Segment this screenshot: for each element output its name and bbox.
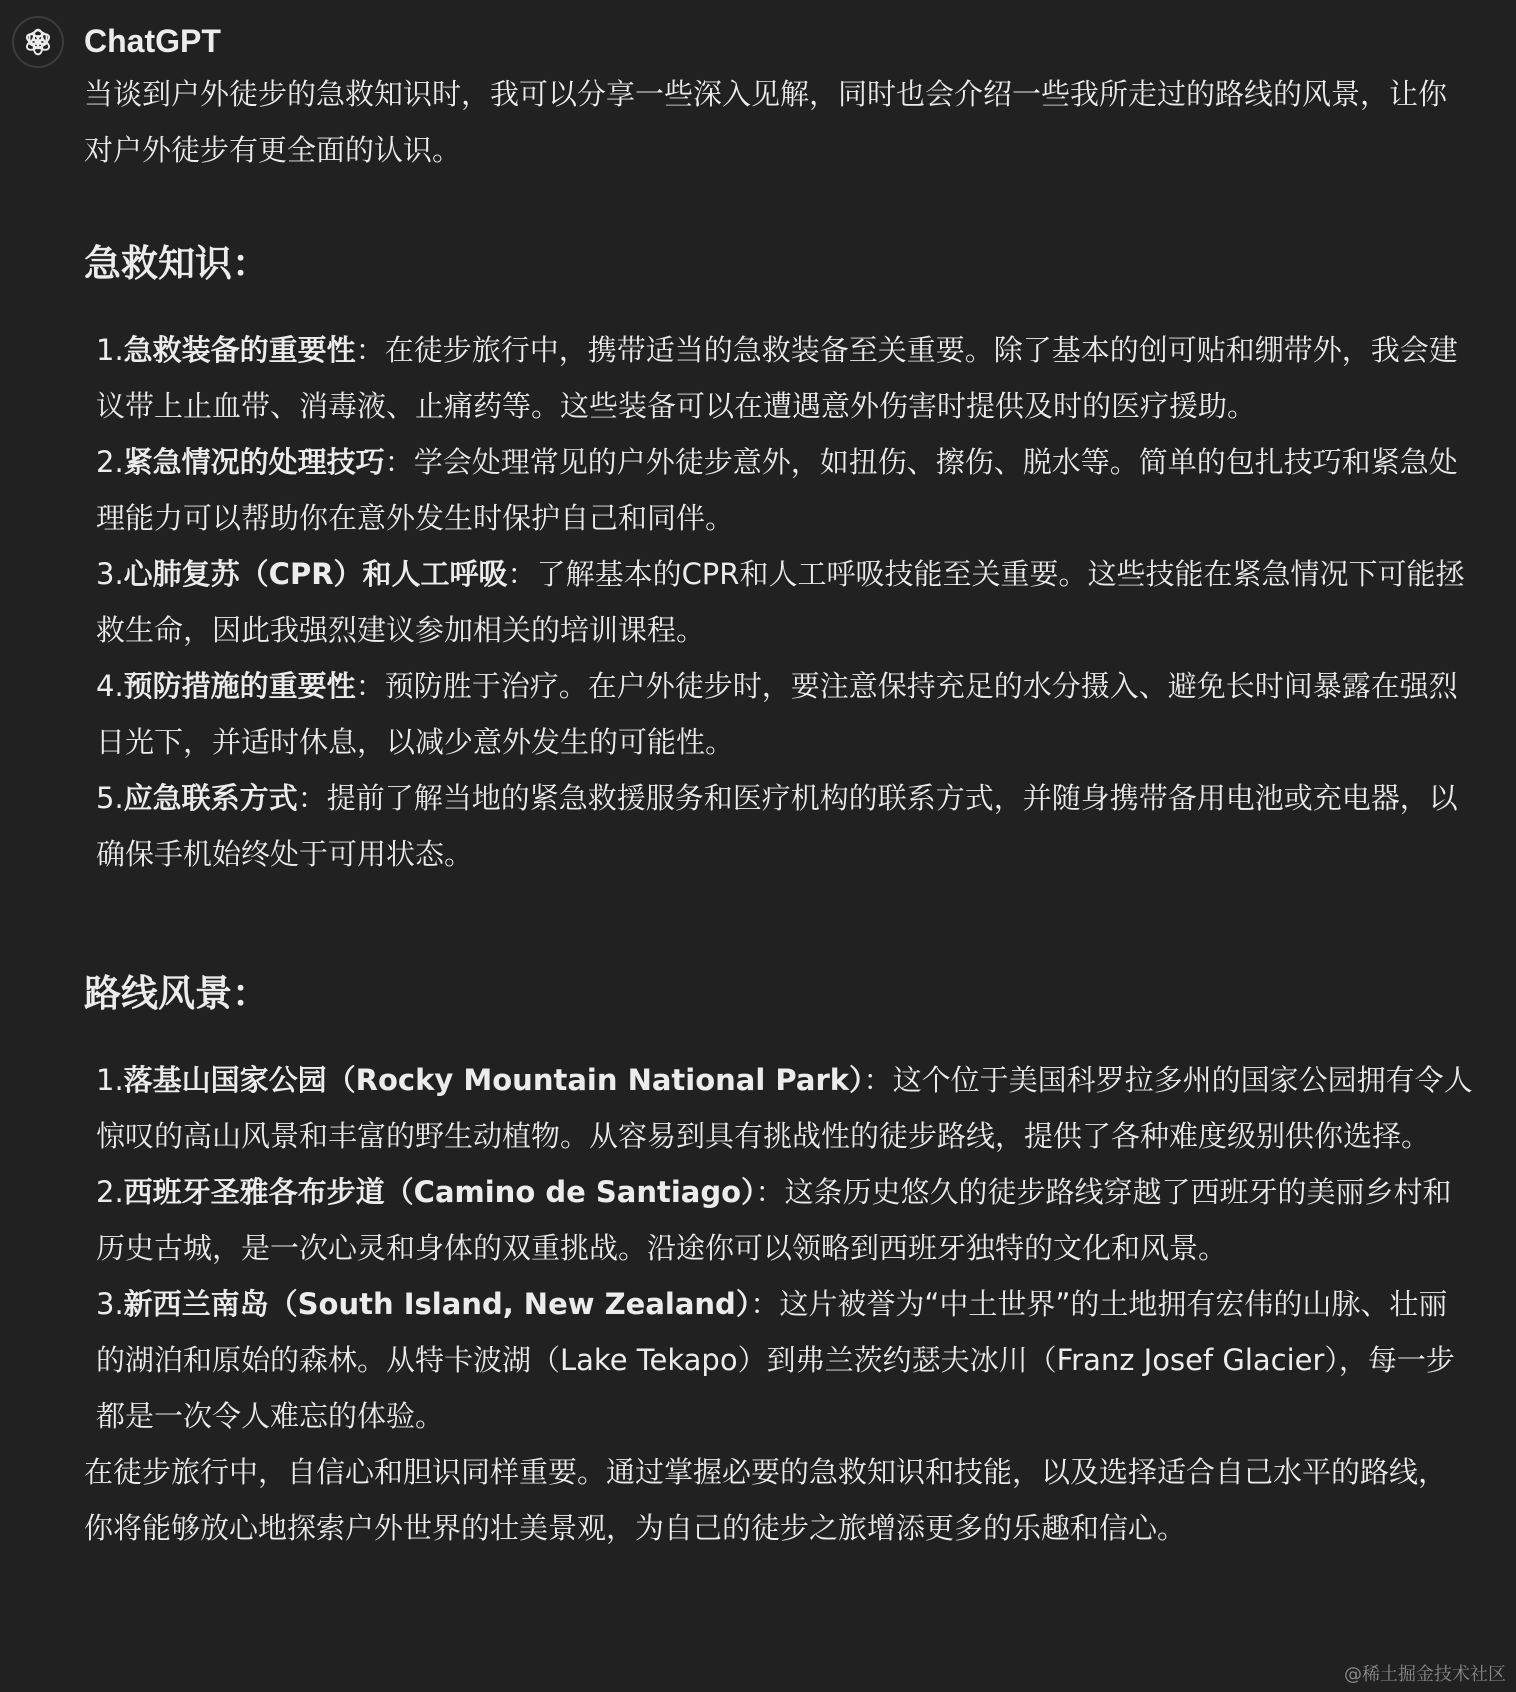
list-item-number: 2.	[96, 1175, 124, 1209]
list-item-number: 4.	[96, 669, 124, 703]
list-item-separator: ：	[750, 1287, 780, 1321]
list-item-title: 急救装备的重要性	[123, 333, 356, 367]
list-item	[96, 546, 1474, 658]
list-item-separator: ：	[355, 333, 385, 367]
list-item	[96, 322, 1474, 434]
list-item-number: 2.	[96, 445, 124, 479]
openai-logo-icon	[21, 25, 55, 59]
first-aid-list	[84, 322, 1474, 882]
list-item-title: 心肺复苏（CPR）和人工呼吸	[123, 557, 508, 591]
closing-paragraph: 在徒步旅行中，自信心和胆识同样重要。通过掌握必要的急救知识和技能，以及选择适合自己水平的路线，你将能够放心地探索户外世界的壮美景观，为自己的徒步之旅增添更多的乐趣和信心。	[84, 1455, 1448, 1545]
intro-paragraph: 当谈到户外徒步的急救知识时，我可以分享一些深入见解，同时也会介绍一些我所走过的路线的风景，让你对户外徒步有更全面的认识。	[84, 77, 1448, 167]
list-item	[96, 770, 1474, 882]
list-item-separator: ：	[863, 1063, 893, 1097]
list-item-title: 新西兰南岛（South Island, New Zealand）	[123, 1287, 751, 1321]
list-item-number: 3.	[96, 1287, 124, 1321]
list-item-number: 1.	[96, 333, 124, 367]
watermark: @稀土掘金技术社区	[1344, 1664, 1506, 1685]
list-item-number: 1.	[96, 1063, 124, 1097]
list-item-text: 了解基本的CPR和人工呼吸技能至关重要。这些技能在紧急情况下可能拯救生命，因此我强烈建议参加相关的培训课程。	[96, 557, 1465, 647]
section-title-first-aid: 急救知识：	[84, 242, 269, 285]
list-item-title: 预防措施的重要性	[123, 669, 356, 703]
list-item-separator: ：	[755, 1175, 785, 1209]
list-item-separator: ：	[355, 669, 385, 703]
list-item-number: 3.	[96, 557, 124, 591]
section-title-routes: 路线风景：	[84, 972, 269, 1015]
list-item-text: 学会处理常见的户外徒步意外，如扭伤、擦伤、脱水等。简单的包扎技巧和紧急处理能力可以帮助你在意外发生时保护自己和同伴。	[96, 445, 1458, 535]
list-item	[96, 658, 1474, 770]
list-item-separator: ：	[384, 445, 414, 479]
list-item	[96, 1052, 1474, 1164]
list-item-title: 应急联系方式	[123, 781, 298, 815]
list-item	[96, 434, 1474, 546]
list-item-text: 这片被誉为“中土世界”的土地拥有宏伟的山脉、壮丽的湖泊和原始的森林。从特卡波湖（Lake Tekapo）到弗兰茨约瑟夫冰川（Franz Josef Glacier），每一步都是一次令人难忘的体验。	[96, 1287, 1455, 1433]
sender-name: ChatGPT	[84, 23, 221, 59]
list-item-text: 预防胜于治疗。在户外徒步时，要注意保持充足的水分摄入、避免长时间暴露在强烈日光下，并适时休息，以减少意外发生的可能性。	[96, 669, 1458, 759]
assistant-message	[84, 66, 1474, 1556]
list-item-text: 在徒步旅行中，携带适当的急救装备至关重要。除了基本的创可贴和绷带外，我会建议带上止血带、消毒液、止痛药等。这些装备可以在遭遇意外伤害时提供及时的医疗援助。	[96, 333, 1458, 423]
list-item-text: 这个位于美国科罗拉多州的国家公园拥有令人惊叹的高山风景和丰富的野生动植物。从容易到具有挑战性的徒步路线，提供了各种难度级别供你选择。	[96, 1063, 1473, 1153]
list-item-separator: ：	[297, 781, 327, 815]
list-item-title: 紧急情况的处理技巧	[123, 445, 385, 479]
list-item-text: 这条历史悠久的徒步路线穿越了西班牙的美丽乡村和历史古城，是一次心灵和身体的双重挑战。沿途你可以领略到西班牙独特的文化和风景。	[96, 1175, 1452, 1265]
list-item-title: 西班牙圣雅各布步道（Camino de Santiago）	[123, 1175, 756, 1209]
avatar	[12, 16, 64, 68]
list-item-number: 5.	[96, 781, 124, 815]
routes-list	[84, 1052, 1474, 1444]
list-item-text: 提前了解当地的紧急救援服务和医疗机构的联系方式，并随身携带备用电池或充电器，以确保手机始终处于可用状态。	[96, 781, 1458, 871]
list-item-separator: ：	[507, 557, 537, 591]
list-item	[96, 1276, 1474, 1444]
list-item-title: 落基山国家公园（Rocky Mountain National Park）	[123, 1063, 864, 1097]
list-item	[96, 1164, 1474, 1276]
